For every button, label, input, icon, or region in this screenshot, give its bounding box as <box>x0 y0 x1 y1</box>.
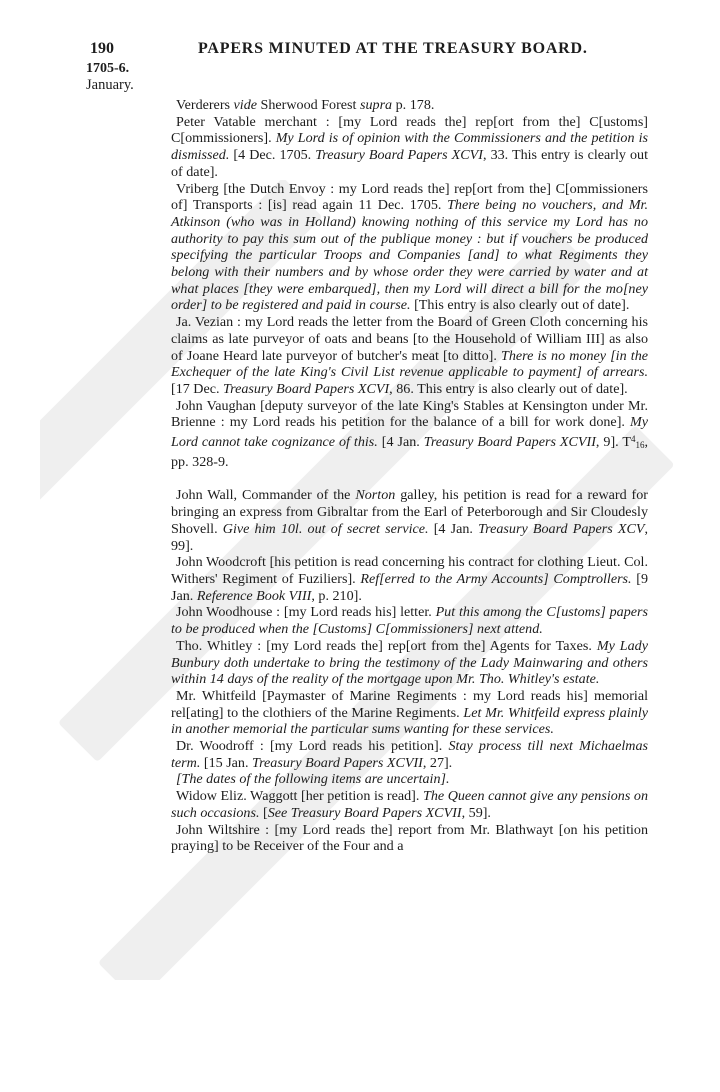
entry-text: , pp. 328-9. <box>171 434 649 470</box>
entry-text: Mr. Whitfeild [Paymaster of Marine Regiments : my Lord reads his] memorial rel[ating] to the clothiers of the Marine Regiments. <box>171 687 648 721</box>
entry-text: Ja. Vezian : my Lord reads the letter from the Board of Green Cloth concerning his claims as late purveyor of oats and beans [to the Household of William III] as also of Joane Heard late purveyor of butcher's meat [to ditto]. <box>171 314 648 364</box>
entry-paragraph <box>171 97 648 114</box>
document-body <box>171 97 648 855</box>
entry-text: Widow Eliz. Waggott [her petition is read]. <box>176 788 423 805</box>
entry-text: , 99]. <box>171 520 648 554</box>
entry-text: John Woodcroft [his petition is read concerning his contract for clothing Lieut. Col. Withers' Regiment of Fuziliers]. <box>171 554 648 587</box>
entry-paragraph <box>171 788 648 821</box>
italic-text: Treasury Board Papers XCV <box>478 520 645 537</box>
entry-text: John Wiltshire : [my Lord reads the] report from Mr. Blathwayt [on his petition praying] to be Receiver of the Four and a <box>171 821 648 855</box>
italic-text: Ref[erred to the Army Accounts] Comptrollers. <box>360 570 632 587</box>
entry-text: [4 Dec. 1705. <box>229 147 316 164</box>
italic-text: vide <box>233 97 258 113</box>
italic-text: Treasury Board Papers XCVII <box>252 754 423 771</box>
italic-text: Treasury Board Papers XCVII <box>423 434 596 451</box>
italic-text: See Treasury Board Papers XCVII <box>267 804 462 821</box>
entry-text: Peter Vatable merchant : [my Lord reads the] rep[ort from the] C[ustoms] C[ommissioners]. <box>171 113 648 147</box>
entry-text: [17 Dec. <box>171 380 224 397</box>
entry-paragraph <box>171 771 648 788</box>
entry-paragraph <box>171 604 648 637</box>
entry-paragraph <box>171 738 648 771</box>
entry-paragraph <box>171 688 648 738</box>
entry-text: Verderers <box>176 97 234 113</box>
italic-text: [The dates of the following items are uncertain]. <box>176 771 450 788</box>
entry-paragraph <box>171 114 648 181</box>
italic-text: The Queen cannot give any pensions on such occasions. <box>171 788 648 821</box>
entry-text: , 27]. <box>422 754 453 771</box>
entry-paragraph <box>171 554 648 604</box>
entry-text: , 86. This entry is also clearly out of date]. <box>389 380 628 397</box>
italic-text: Stay process till next Michaelmas term. <box>171 738 648 771</box>
entry-paragraph <box>171 181 648 315</box>
entry-text: , 59]. <box>461 804 491 821</box>
margin-date <box>86 60 134 94</box>
italic-text: Treasury Board Papers XCVI <box>315 147 483 164</box>
page-header <box>0 40 720 62</box>
entry-text: Sherwood Forest <box>257 97 360 113</box>
margin-year: 1705-6. <box>86 61 130 76</box>
italic-text: Give him 10l. out of secret service. <box>222 520 429 537</box>
italic-text: My Lord cannot take cognizance of this. <box>171 414 648 451</box>
entry-text: Tho. Whitley : [my Lord reads the] rep[ort from the] Agents for Taxes. <box>176 637 597 654</box>
italic-text: Treasury Board Papers XCVI <box>223 380 390 397</box>
entry-paragraph <box>171 314 648 398</box>
italic-text: Put this among the C[ustoms] papers to be produced when the [Customs] C[ommissioners] next attend. <box>171 604 649 638</box>
entry-text: , p. 210]. <box>311 587 362 604</box>
entry-text: Vriberg [the Dutch Envoy : my Lord reads the] rep[ort from the] C[ommissioners of] Transports : [is] read again 11 Dec. 1705. <box>171 180 648 214</box>
entry-text: [4 Jan. <box>377 434 424 451</box>
italic-text: My Lady Bunbury doth undertake to bring the testimony of the Lady Mainwaring and others within 14 days of the reality of the mortgage upon Mr. Tho. Whitley's estate. <box>171 637 648 688</box>
italic-text: Let Mr. Whitfeild express plainly in another memorial the particular sums wanting for these services. <box>171 704 648 738</box>
entry-text: [15 Jan. <box>200 754 253 771</box>
entry-text: , 33. This entry is clearly out of date]. <box>171 147 648 180</box>
italic-text: There is no money [in the Exchequer of the late King's Civil List revenue applicable to payment] of arrears. <box>171 347 648 381</box>
italic-text: There being no vouchers, and Mr. Atkinson (who was in Holland) knowing nothing of this service my Lord has no authority to pay this sum out of the publique money : but if vouchers be produced specifying the particular Troops and Companies [and] to what Regiments they belong with their numbers and by whose order they were carried by water and at what places [they were embarqued], then my Lord will direct a bill for the mo[ney order] to be registered and paid in course. <box>171 197 649 314</box>
entry-text: [This entry is also clearly out of date]. <box>410 297 630 314</box>
entry-text: galley, his petition is read for a reward for bringing an express from Gibraltar from the Earl of Peterborough and Sir Cloudesly Shovell. <box>171 487 648 537</box>
entry-text: John Woodhouse : [my Lord reads his] letter. <box>176 604 436 621</box>
page-number: 190 <box>90 40 114 57</box>
entry-text: 4 <box>630 434 636 445</box>
margin-month: January. <box>86 77 134 93</box>
entry-paragraph <box>171 398 648 471</box>
entry-text: Dr. Woodroff : [my Lord reads his petition]. <box>176 738 449 755</box>
italic-text: Reference Book VIII <box>196 587 312 604</box>
entry-text: p. 178. <box>392 97 435 113</box>
running-head: PAPERS MINUTED AT THE TREASURY BOARD. <box>198 40 588 57</box>
entry-paragraph <box>171 638 648 688</box>
entry-paragraph <box>171 822 648 855</box>
italic-text: supra <box>359 97 393 113</box>
entry-text: John Vaughan [deputy surveyor of the late King's Stables at Kensington under Mr. Brienne : my Lord reads his petition for the balance of a bill for work done]. <box>171 397 648 431</box>
italic-text: Norton <box>355 487 396 504</box>
entry-text: John Wall, Commander of the <box>176 487 356 504</box>
entry-text: [9 Jan. <box>171 570 648 604</box>
italic-text: My Lord is of opinion with the Commissioners and the petition is dismissed. <box>171 130 648 164</box>
entry-text: 16 <box>635 440 645 451</box>
entry-text: [4 Jan. <box>428 520 479 537</box>
entry-text: [ <box>259 804 268 821</box>
entry-text: , 9]. T <box>595 434 631 451</box>
entry-paragraph <box>171 487 648 554</box>
